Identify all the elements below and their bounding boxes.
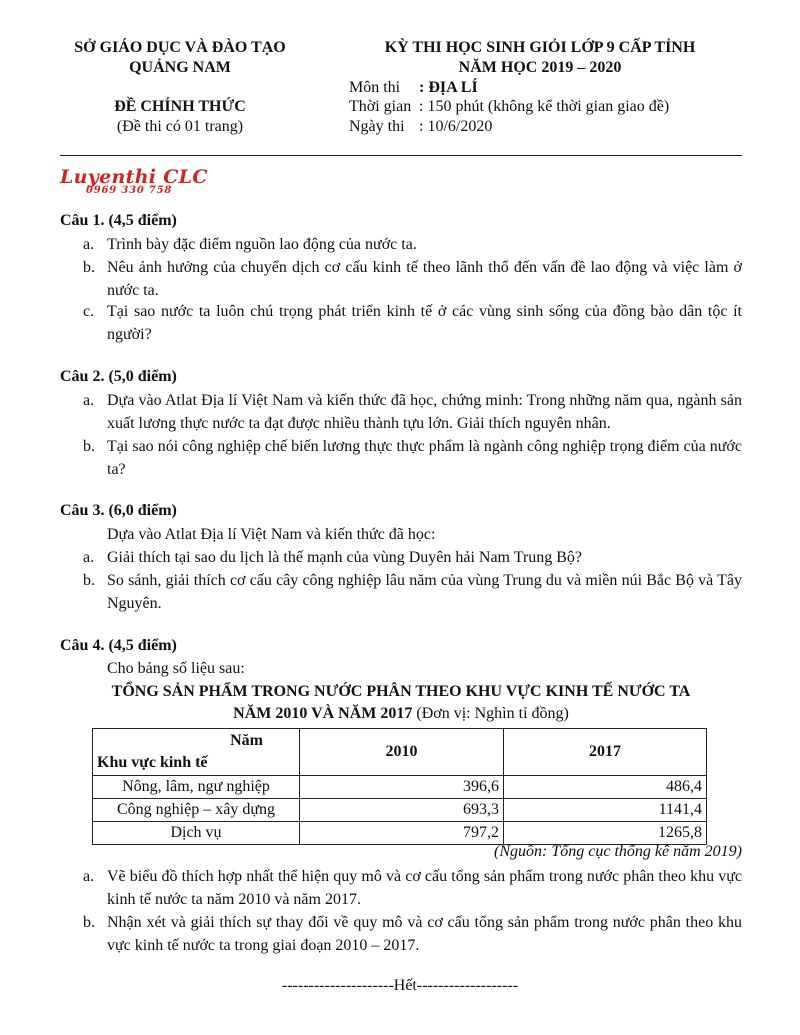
item-text: Nhận xét và giải thích sự thay đổi về quy mô và cơ cấu tổng sản phẩm trong nước phân theo khu vực kinh tế nước ta trong giai đoạn 2010 – 2017. (107, 914, 742, 954)
column-header-2010: 2010 (300, 729, 504, 776)
question-4b (60, 911, 742, 957)
item-label: b. (83, 438, 95, 455)
table-row (93, 799, 707, 822)
corner-year-label: Năm (230, 732, 263, 749)
table-corner-cell (93, 729, 300, 776)
item-text: So sánh, giải thích cơ cấu cây công nghiệp lâu năm của vùng Trung du và miền núi Bắc Bộ và Tây Nguyên. (107, 572, 742, 612)
item-text: Tại sao nói công nghiệp chế biến lương thực thực phẩm là ngành công nghiệp trọng điểm của nước ta? (107, 438, 742, 478)
date-value: : 10/6/2020 (419, 118, 493, 135)
table-row (93, 822, 707, 845)
table-header-row (93, 729, 707, 776)
row-label: Công nghiệp – xây dựng (93, 799, 300, 822)
official-label: ĐỀ CHÍNH THỨC (114, 98, 246, 115)
item-label: a. (83, 868, 95, 885)
cell-value: 1265,8 (504, 822, 707, 845)
item-text: Nêu ảnh hưởng của chuyển dịch cơ cấu kinh tế theo lãnh thổ đến vấn đề lao động và việc làm ở nước ta. (107, 259, 742, 299)
corner-sector-label: Khu vực kinh tế (97, 754, 208, 771)
header-divider (60, 155, 742, 156)
end-marker: ---------------------Hết------------------- (281, 977, 519, 994)
row-label: Dịch vụ (93, 822, 300, 845)
item-label: a. (83, 236, 95, 253)
time-value: : 150 phút (không kể thời gian giao đề) (419, 98, 670, 115)
question-2a (60, 389, 742, 435)
subject-value: : ĐỊA LÍ (419, 79, 478, 96)
question-2-title: Câu 2. (5,0 điểm) (60, 368, 177, 385)
question-4-intro: Cho bảng số liệu sau: (107, 660, 245, 677)
question-3b (60, 569, 742, 615)
question-3-title: Câu 3. (6,0 điểm) (60, 502, 177, 519)
table-title-line2 (60, 703, 742, 725)
row-label: Nông, lâm, ngư nghiệp (93, 776, 300, 799)
item-label: c. (83, 303, 95, 320)
question-4a (60, 865, 742, 911)
item-label: b. (83, 914, 95, 931)
exam-name: KỲ THI HỌC SINH GIỎI LỚP 9 CẤP TỈNH (384, 39, 696, 56)
department-name: SỞ GIÁO DỤC VÀ ĐÀO TẠO (74, 39, 286, 56)
item-text: Dựa vào Atlat Địa lí Việt Nam và kiến thức đã học, chứng minh: Trong những năm qua, ngành sản xuất lương thực nước ta đạt được nhiều thành tựu lớn. Giải thích nguyên nhân. (107, 392, 742, 432)
question-1c (60, 300, 742, 346)
item-label: b. (83, 259, 95, 276)
question-4-title: Câu 4. (4,5 điểm) (60, 637, 177, 654)
table-unit: (Đơn vị: Nghìn tỉ đồng) (412, 705, 569, 722)
item-text: Giải thích tại sao du lịch là thế mạnh của vùng Duyên hải Nam Trung Bộ? (107, 549, 583, 566)
item-label: b. (83, 572, 95, 589)
cell-value: 1141,4 (504, 799, 707, 822)
table-source: (Nguồn: Tổng cục thống kê năm 2019) (494, 843, 742, 860)
item-text: Tại sao nước ta luôn chú trọng phát triển kinh tế ở các vùng sinh sống của đồng bào dân tộc ít người? (107, 303, 742, 343)
question-3-intro: Dựa vào Atlat Địa lí Việt Nam và kiến thức đã học: (107, 526, 436, 543)
item-label: a. (83, 549, 95, 566)
question-1b (60, 256, 742, 302)
table-row (93, 776, 707, 799)
item-text: Trình bày đặc điểm nguồn lao động của nước ta. (107, 236, 417, 253)
cell-value: 396,6 (300, 776, 504, 799)
gdp-table (92, 728, 707, 845)
item-label: a. (83, 392, 95, 409)
question-1-title: Câu 1. (4,5 điểm) (60, 212, 177, 229)
cell-value: 797,2 (300, 822, 504, 845)
question-1a (60, 233, 742, 256)
table-title-line1: TỔNG SẢN PHẨM TRONG NƯỚC PHÂN THEO KHU VỰC KINH TẾ NƯỚC TA (111, 683, 691, 700)
question-3a (60, 546, 742, 569)
time-label: Thời gian (349, 98, 412, 115)
pages-note: (Đề thi có 01 trang) (116, 118, 244, 135)
question-2b (60, 435, 742, 481)
logo-phone: 0969 330 758 (86, 185, 173, 196)
date-label: Ngày thi (349, 118, 405, 135)
cell-value: 693,3 (300, 799, 504, 822)
column-header-2017: 2017 (504, 729, 707, 776)
item-text: Vẽ biểu đồ thích hợp nhất thể hiện quy mô và cơ cấu tổng sản phẩm trong nước phân theo khu vực kinh tế nước ta năm 2010 và năm 2017. (107, 868, 742, 908)
province-name: QUẢNG NAM (129, 59, 231, 76)
logo-name: Luyenthi CLC (60, 166, 208, 188)
cell-value: 486,4 (504, 776, 707, 799)
subject-label: Môn thi (349, 79, 401, 96)
table-title-year: NĂM 2010 VÀ NĂM 2017 (233, 705, 413, 722)
school-year: NĂM HỌC 2019 – 2020 (458, 59, 622, 76)
luyenthi-logo (60, 166, 210, 202)
